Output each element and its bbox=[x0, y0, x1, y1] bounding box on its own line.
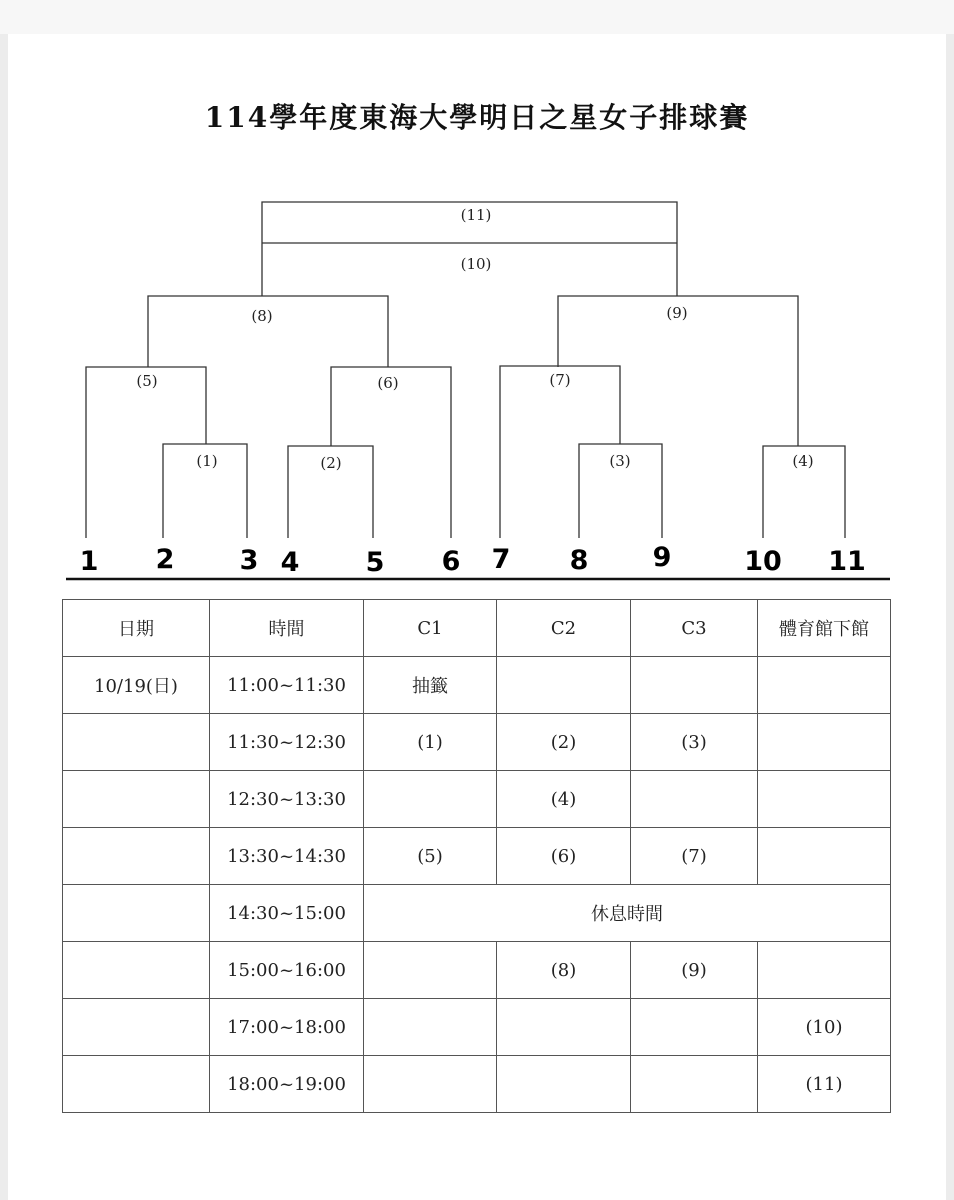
cell-c3 bbox=[631, 771, 758, 828]
table-row bbox=[63, 771, 891, 828]
team-2: 2 bbox=[155, 544, 175, 575]
cell-gym bbox=[758, 657, 891, 714]
team-10: 10 bbox=[744, 546, 782, 577]
table-row-break bbox=[63, 885, 891, 942]
team-5: 5 bbox=[365, 547, 385, 578]
cell-c2: (4) bbox=[497, 771, 631, 828]
cell-time: 17:00~18:00 bbox=[210, 999, 364, 1056]
cell-gym bbox=[758, 828, 891, 885]
cell-c2 bbox=[497, 999, 631, 1056]
cell-c3 bbox=[631, 1056, 758, 1113]
cell-time: 11:30~12:30 bbox=[210, 714, 364, 771]
match-label-3: (3) bbox=[609, 452, 631, 470]
team-9: 9 bbox=[652, 542, 672, 573]
header-time: 時間 bbox=[210, 600, 364, 657]
cell-c1 bbox=[364, 771, 497, 828]
team-7: 7 bbox=[491, 544, 511, 575]
break-label: 休息時間 bbox=[364, 885, 891, 942]
cell-c3 bbox=[631, 657, 758, 714]
team-4: 4 bbox=[280, 547, 300, 578]
match-label-1: (1) bbox=[196, 452, 218, 470]
header-gym: 體育館下館 bbox=[758, 600, 891, 657]
cell-c3 bbox=[631, 999, 758, 1056]
cell-time: 11:00~11:30 bbox=[210, 657, 364, 714]
table-row bbox=[63, 714, 891, 771]
cell-date bbox=[63, 999, 210, 1056]
cell-date: 10/19(日) bbox=[63, 657, 210, 714]
team-1: 1 bbox=[79, 546, 99, 577]
match-label-6: (6) bbox=[377, 374, 399, 392]
match-label-8: (8) bbox=[251, 307, 273, 325]
cell-c3: (3) bbox=[631, 714, 758, 771]
cell-date bbox=[63, 828, 210, 885]
cell-gym bbox=[758, 714, 891, 771]
cell-time: 13:30~14:30 bbox=[210, 828, 364, 885]
table-header-row bbox=[63, 600, 891, 657]
cell-time: 15:00~16:00 bbox=[210, 942, 364, 999]
cell-c2: (6) bbox=[497, 828, 631, 885]
match-label-10: (10) bbox=[460, 255, 492, 273]
match-label-7: (7) bbox=[549, 371, 571, 389]
cell-gym: (10) bbox=[758, 999, 891, 1056]
match-label-5: (5) bbox=[136, 372, 158, 390]
team-8: 8 bbox=[569, 545, 589, 576]
cell-c3: (9) bbox=[631, 942, 758, 999]
cell-c1 bbox=[364, 942, 497, 999]
cell-gym: (11) bbox=[758, 1056, 891, 1113]
table-row bbox=[63, 999, 891, 1056]
cell-date bbox=[63, 771, 210, 828]
match-label-4: (4) bbox=[792, 452, 814, 470]
team-3: 3 bbox=[239, 545, 259, 576]
cell-c1: 抽籤 bbox=[364, 657, 497, 714]
page-title: 114學年度東海大學明日之星女子排球賽 bbox=[204, 101, 750, 134]
schedule-table bbox=[62, 599, 891, 1113]
bracket-line-7 bbox=[500, 366, 620, 538]
match-label-9: (9) bbox=[666, 304, 688, 322]
cell-c2: (2) bbox=[497, 714, 631, 771]
cell-gym bbox=[758, 942, 891, 999]
table-row bbox=[63, 657, 891, 714]
cell-c2 bbox=[497, 657, 631, 714]
cell-time: 18:00~19:00 bbox=[210, 1056, 364, 1113]
cell-time: 12:30~13:30 bbox=[210, 771, 364, 828]
bracket-line-6 bbox=[331, 367, 451, 538]
cell-date bbox=[63, 1056, 210, 1113]
team-11: 11 bbox=[828, 546, 866, 577]
cell-date bbox=[63, 942, 210, 999]
header-c1: C1 bbox=[364, 600, 497, 657]
cell-date bbox=[63, 714, 210, 771]
cell-c1 bbox=[364, 1056, 497, 1113]
cell-gym bbox=[758, 771, 891, 828]
team-6: 6 bbox=[441, 546, 461, 577]
match-label-2: (2) bbox=[320, 454, 342, 472]
header-c2: C2 bbox=[497, 600, 631, 657]
cell-c1 bbox=[364, 999, 497, 1056]
cell-c2: (8) bbox=[497, 942, 631, 999]
cell-c1: (1) bbox=[364, 714, 497, 771]
cell-time: 14:30~15:00 bbox=[210, 885, 364, 942]
table-row bbox=[63, 828, 891, 885]
bracket-line-5 bbox=[86, 367, 206, 538]
cell-c1: (5) bbox=[364, 828, 497, 885]
header-date: 日期 bbox=[63, 600, 210, 657]
table-row bbox=[63, 1056, 891, 1113]
cell-c3: (7) bbox=[631, 828, 758, 885]
cell-c2 bbox=[497, 1056, 631, 1113]
match-label-11: (11) bbox=[460, 206, 492, 224]
header-c3: C3 bbox=[631, 600, 758, 657]
table-row bbox=[63, 942, 891, 999]
cell-date bbox=[63, 885, 210, 942]
